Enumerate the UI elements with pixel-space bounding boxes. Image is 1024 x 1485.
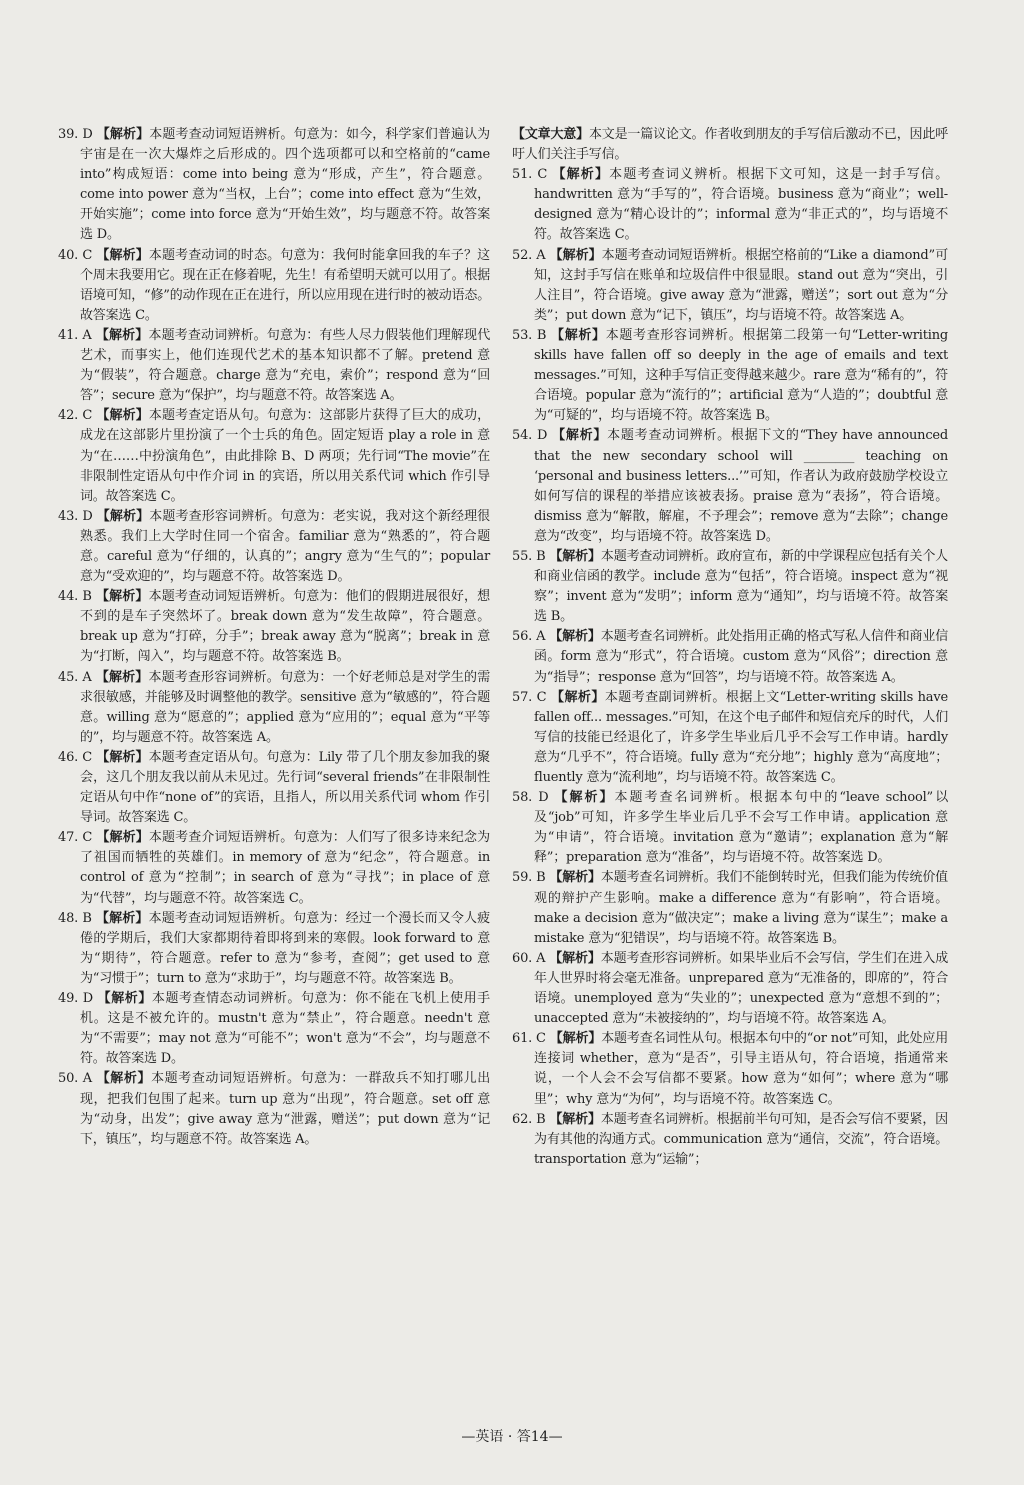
answer-item — [58, 828, 490, 908]
analysis-text: 本题考查形容词辨析。句意为：一个好老师总是对学生的需求很敏感，并能够及时调整他的教学。sensitive 意为“敏感的”，符合题意。willing 意为“愿意的”；applied 意为“应用的”；equal 意为“平等的”，均与题意不符。故答案选 A。 — [80, 669, 490, 745]
answer-item — [512, 1029, 948, 1109]
analysis-text: 本题考查定语从句。句意为：Lily 带了几个朋友参加我的聚会，这几个朋友我以前从未见过。先行词“several friends”在非限制性定语从句中作“none of”的宾语，且指人，所以用关系代词 whom 作引导词。故答案选 C。 — [80, 749, 490, 826]
analysis-text: 本题考查介词短语辨析。句意为：人们写了很多诗来纪念为了祖国而牺牲的英雄们。in memory of 意为“纪念”，符合题意。in control of 意为“控制”；in search of 意为“寻找”；in place of 意为“代替”，均与题意不符。故答案选 C。 — [80, 830, 490, 906]
answer-number: 43. D — [58, 508, 93, 524]
analysis-text: 本题考查动词短语辨析。句意为：他们的假期进展很好，想不到的是车子突然坏了。break down 意为“发生故障”，符合题意。break up 意为“打碎，分手”；break away 意为“脱离”；break in 意为“打断，闯入”，均与题意不符。故答案选 B。 — [80, 589, 490, 665]
analysis-text: 本题考查动词短语辨析。根据空格前的“Like a diamond”可知，这封手写信在账单和垃圾信件中很显眼。stand out 意为“突出，引人注目”，符合语境。give away 意为“泄露，赠送”；sort out 意为“分类”；put down 意为“记下，镇压”，均与语境不符。故答案选 A。 — [534, 247, 948, 323]
answer-number: 60. A — [512, 950, 546, 966]
answer-number: 50. A — [58, 1071, 92, 1087]
answer-number: 51. C — [512, 167, 548, 183]
answer-item — [58, 406, 490, 506]
analysis-text: 本题考查名词辨析。我们不能倒转时光，但我们能为传统价值观的辩护产生影响。make a difference 意为“有影响”，符合语境。make a decision 意为“做决定”；make a living 意为“谋生”；make a mistake 意为“犯错误”，均与语境不符。故答案选 B。 — [534, 870, 948, 946]
analysis-tag: 【解析】 — [96, 247, 149, 263]
analysis-text: 本题考查形容词辨析。根据第二段第一句“Letter-writing skills have fallen off so deeply in the age of emails and text messages.”可知，这种手写信正变得越来越少。rare 意为“稀有的”，符合语境。popular 意为“流行的”；artificial 意为“人造的”；doubtful 意为“可疑的”，均与语境不符。故答案选 B。 — [534, 327, 949, 424]
analysis-text: 本题考查形容词辨析。如果毕业后不会写信，学生们在进入成年人世界时将会毫无准备。unprepared 意为“无准备的，即席的”，符合语境。unemployed 意为“失业的”；unexpected 意为“意想不到的”；unaccepted 意为“未被接纳的”，均与语境不符。故答案选 A。 — [534, 950, 948, 1027]
answer-item — [512, 688, 948, 788]
analysis-tag: 【解析】 — [96, 749, 149, 765]
analysis-tag: 【解析】 — [549, 1111, 601, 1127]
analysis-tag: 【解析】 — [96, 1071, 152, 1087]
answer-number: 52. A — [512, 247, 546, 263]
answer-number: 61. C — [512, 1031, 546, 1047]
analysis-text: 本题考查动词短语辨析。句意为：如今，科学家们普遍认为宇宙是在一次大爆炸之后形成的。四个选项都可以和空格前的“came into”构成短语：come into being 意为“形成，产生”，符合题意。come into power 意为“当权，上台”；come into effect 意为“生效，开始实施”；come into force 意为“开始生效”，均与题意不符。故答案选 D。 — [80, 127, 490, 243]
analysis-tag: 【解析】 — [554, 790, 615, 806]
answer-number: 47. C — [58, 830, 93, 846]
analysis-tag: 【解析】 — [549, 870, 601, 886]
analysis-text: 本题考查动词的时态。句意为：我何时能拿回我的车子？这个周末我要用它。现在正在修着呢，先生！有希望明天就可以用了。根据语境可知，“修”的动作现在正在进行，所以应用现在进行时的被动语态。故答案选 C。 — [80, 247, 490, 323]
summary-text: 本文是一篇议论文。作者收到朋友的手写信后激动不已，因此呼吁人们关注手写信。 — [512, 127, 948, 163]
analysis-text: 本题考查定语从句。句意为：这部影片获得了巨大的成功，成龙在这部影片里扮演了一个士兵的角色。固定短语 play a role in 意为“在……中扮演角色”，由此排除 B、D 两项；先行词“The movie”在非限制性定语从句中作介词 in 的宾语，所以用关系代词 which 作引导词。故答案选 C。 — [80, 408, 490, 504]
answer-item — [58, 668, 490, 748]
answer-item — [512, 788, 948, 868]
analysis-tag: 【解析】 — [551, 689, 605, 705]
answer-number: 40. C — [58, 247, 93, 263]
analysis-tag: 【解析】 — [549, 548, 601, 564]
analysis-tag: 【解析】 — [96, 508, 150, 524]
answer-item — [58, 326, 490, 406]
answer-item — [512, 246, 948, 326]
analysis-text: 本题考查词义辨析。根据下文可知，这是一封手写信。handwritten 意为“手写的”，符合语境。business 意为“商业”；well-designed 意为“精心设计的”；informal 意为“非正式的”，均与语境不符。故答案选 C。 — [534, 167, 948, 243]
analysis-tag: 【解析】 — [552, 428, 608, 444]
analysis-tag: 【解析】 — [95, 669, 149, 685]
analysis-text: 本题考查名词辨析。根据本句中的“leave school”以及“job”可知，许多学生毕业后几乎不会写工作申请。application 意为“申请”，符合语境。invitation 意为“邀请”；explanation 意为“解释”；preparation 意为“准备”，均与语境不符。故答案选 D。 — [534, 790, 948, 866]
answer-item — [58, 909, 490, 989]
answer-item — [512, 949, 948, 1029]
analysis-tag: 【解析】 — [96, 127, 150, 142]
answer-item — [58, 748, 490, 828]
answer-item — [58, 1069, 490, 1149]
analysis-tag: 【解析】 — [549, 629, 601, 645]
answer-item — [58, 989, 490, 1069]
answer-item — [58, 125, 490, 246]
answer-item — [512, 426, 948, 547]
answer-number: 49. D — [58, 991, 93, 1007]
analysis-text: 本题考查动词辨析。句意为：有些人尽力假装他们理解现代艺术，而事实上，他们连现代艺术的基本知识都不了解。pretend 意为“假装”，符合题意。charge 意为“充电，索价”；respond 意为“回答”；secure 意为“保护”，均与题意不符。故答案选 A。 — [80, 327, 490, 404]
analysis-text: 本题考查形容词辨析。句意为：老实说，我对这个新经理很熟悉。我们上大学时住同一个宿舍。familiar 意为“熟悉的”，符合题意。careful 意为“仔细的，认真的”；angry 意为“生气的”；popular 意为“受欢迎的”，均与题意不符。故答案选 D。 — [80, 508, 490, 585]
answer-number: 55. B — [512, 548, 546, 564]
answer-number: 46. C — [58, 749, 93, 765]
analysis-tag: 【解析】 — [95, 327, 149, 343]
page-footer: —英语 · 答14— — [461, 1429, 563, 1445]
answer-number: 53. B — [512, 327, 547, 343]
answer-item — [58, 246, 490, 326]
analysis-tag: 【解析】 — [549, 1031, 602, 1047]
article-summary — [512, 125, 948, 165]
answer-item — [512, 547, 948, 627]
analysis-tag: 【解析】 — [552, 167, 610, 183]
analysis-tag: 【解析】 — [549, 950, 601, 966]
answer-number: 41. A — [58, 327, 92, 343]
answer-number: 62. B — [512, 1111, 546, 1127]
analysis-text: 本题考查情态动词辨析。句意为：你不能在飞机上使用手机。这是不被允许的。mustn't 意为“禁止”，符合题意。needn't 意为“不需要”；may not 意为“可能不”；won't 意为“不会”，均与题意不符。故答案选 D。 — [80, 991, 490, 1067]
analysis-tag: 【解析】 — [96, 589, 149, 605]
answer-number: 44. B — [58, 589, 92, 605]
answer-number: 56. A — [512, 629, 546, 645]
analysis-text: 本题考查名词辨析。此处指用正确的格式写私人信件和商业信函。form 意为“形式”，符合语境。custom 意为“风俗”；direction 意为“指导”；response 意为“回答”，均与语境不符。故答案选 A。 — [534, 629, 948, 685]
analysis-tag: 【解析】 — [96, 408, 149, 424]
answer-number: 57. C — [512, 689, 547, 705]
answer-number: 42. C — [58, 408, 93, 424]
analysis-tag: 【解析】 — [96, 910, 149, 926]
analysis-tag: 【解析】 — [549, 247, 602, 263]
analysis-tag: 【解析】 — [96, 830, 149, 846]
answer-number: 48. B — [58, 910, 92, 926]
answer-number: 39. D — [58, 127, 93, 142]
answer-number: 54. D — [512, 428, 548, 444]
answer-item — [512, 165, 948, 245]
right-column — [512, 125, 948, 1170]
analysis-tag: 【解析】 — [97, 991, 152, 1007]
answer-item — [512, 1110, 948, 1170]
answer-item — [512, 326, 948, 426]
analysis-text: 本题考查副词辨析。根据上文“Letter-writing skills have fallen off... messages.”可知，在这个电子邮件和短信充斥的时代，人们写信的技能已经退化了，许多学生毕业后几乎不会写工作申请。hardly 意为“几乎不”，符合语境。fully 意为“充分地”；highly 意为“高度地”；fluently 意为“流利地”，均与语境不符。故答案选 C。 — [534, 689, 948, 785]
answer-item — [58, 507, 490, 587]
analysis-text: 本题考查名词性从句。根据本句中的“or not”可知，此处应用连接词 whether，意为“是否”，引导主语从句，符合语境，指通常来说，一个人会不会写信都不要紧。how 意为“如何”；where 意为“哪里”；why 意为“为何”，均与语境不符。故答案选 C。 — [534, 1031, 948, 1107]
answer-item — [58, 587, 490, 667]
analysis-text: 本题考查动词短语辨析。句意为：一群敌兵不知打哪儿出现，把我们包围了起来。turn up 意为“出现”，符合题意。set off 意为“动身，出发”；give away 意为“泄露，赠送”；put down 意为“记下，镇压”，均与题意不符。故答案选 A。 — [80, 1071, 490, 1147]
answer-number: 58. D — [512, 790, 549, 806]
summary-tag: 【文章大意】 — [512, 127, 589, 142]
left-column — [58, 125, 490, 1150]
answer-item — [512, 627, 948, 687]
answer-number: 45. A — [58, 669, 92, 685]
right-items — [512, 165, 948, 1170]
analysis-text: 本题考查动词辨析。政府宣布，新的中学课程应包括有关个人和商业信函的教学。include 意为“包括”，符合语境。inspect 意为“视察”；invent 意为“发明”；inform 意为“通知”，均与语境不符。故答案选 B。 — [534, 548, 948, 625]
analysis-text: 本题考查动词短语辨析。句意为：经过一个漫长而又令人疲倦的学期后，我们大家都期待着即将到来的寒假。look forward to 意为“期待”，符合题意。refer to 意为“参考，查阅”；get used to 意为“习惯于”；turn to 意为“求助于”，均与题意不符。故答案选 B。 — [80, 910, 490, 986]
analysis-tag: 【解析】 — [551, 327, 606, 343]
analysis-text: 本题考查动词辨析。根据下文的“They have announced that the new secondary school will ________ teaching on ‘personal and business letters...’”可知，作者认为政府鼓励学校设立如何写信的课程的举措应该被表扬。praise 意为“表扬”，符合语境。dismiss 意为“解散，解雇，不予理会”；remove 意为“去除”；change 意为“改变”，均与语境不符。故答案选 D。 — [534, 428, 949, 544]
analysis-text: 本题考查名词辨析。根据前半句可知，是否会写信不要紧，因为有其他的沟通方式。communication 意为“通信，交流”，符合语境。transportation 意为“运输”； — [534, 1111, 948, 1167]
answer-item — [512, 868, 948, 948]
answer-number: 59. B — [512, 870, 546, 886]
